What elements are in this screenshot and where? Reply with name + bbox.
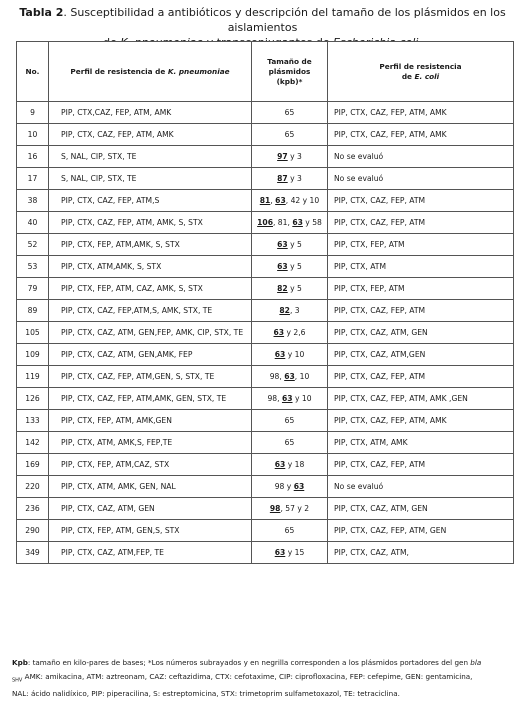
cell-no: 10 <box>17 124 49 146</box>
cell-perfil-ecoli: PIP, CTX, CAZ, ATM,GEN <box>328 344 514 366</box>
cell-perfil-ecoli: PIP, CTX, CAZ, FEP, ATM <box>328 300 514 322</box>
plasmid-size-text: y 10 <box>285 350 305 359</box>
cell-perfil-kp: PIP, CTX, CAZ, FEP, ATM,AMK, GEN, STX, TE <box>49 388 252 410</box>
cell-plasmid-size <box>252 498 328 520</box>
plasmid-size-text: 98, <box>269 372 285 381</box>
cell-perfil-kp: S, NAL, CIP, STX, TE <box>49 146 252 168</box>
table-row <box>17 542 514 564</box>
table-row <box>17 322 514 344</box>
plasmid-size-highlighted: 63 <box>293 482 305 491</box>
plasmid-size-text: 65 <box>284 438 295 447</box>
table-row <box>17 190 514 212</box>
table-row <box>17 234 514 256</box>
cell-perfil-ecoli: PIP, CTX, CAZ, FEP, ATM, AMK <box>328 102 514 124</box>
cell-no: 169 <box>17 454 49 476</box>
cell-perfil-ecoli: PIP, CTX, CAZ, FEP, ATM <box>328 190 514 212</box>
plasmid-size-highlighted: 63 <box>274 548 286 557</box>
plasmid-size-highlighted: 63 <box>274 460 286 469</box>
plasmid-size-highlighted: 81 <box>259 196 271 205</box>
header-perfil-ec <box>328 42 514 102</box>
plasmid-size-text: , 42 y 10 <box>285 196 320 205</box>
cell-perfil-ecoli: PIP, CTX, CAZ, FEP, ATM <box>328 212 514 234</box>
plasmid-size-text: 65 <box>284 108 295 117</box>
table-caption <box>0 0 525 36</box>
cell-perfil-kp: PIP, CTX, FEP, ATM, AMK,GEN <box>49 410 252 432</box>
cell-plasmid-size <box>252 234 328 256</box>
footnote-line1-text: : tamaño en kilo-pares de bases; *Los números subrayados y en negrilla corresponden a los plásmidos portadores del gen <box>27 658 471 667</box>
cell-perfil-ecoli: PIP, CTX, CAZ, FEP, ATM <box>328 454 514 476</box>
cell-no: 349 <box>17 542 49 564</box>
cell-no: 38 <box>17 190 49 212</box>
susceptibility-table <box>16 41 514 564</box>
cell-plasmid-size <box>252 454 328 476</box>
cell-no: 17 <box>17 168 49 190</box>
plasmid-size-highlighted: 63 <box>292 218 303 227</box>
table-row <box>17 256 514 278</box>
cell-no: 105 <box>17 322 49 344</box>
plasmid-size-highlighted: 97 <box>277 152 288 161</box>
plasmid-size-text: 65 <box>284 130 295 139</box>
cell-plasmid-size <box>252 212 328 234</box>
cell-perfil-kp: PIP, CTX, CAZ, FEP, ATM,GEN, S, STX, TE <box>49 366 252 388</box>
plasmid-size-text: , 57 y 2 <box>280 504 310 513</box>
cell-no: 79 <box>17 278 49 300</box>
cell-plasmid-size <box>252 278 328 300</box>
plasmid-size-text: 98 y <box>274 482 294 491</box>
footnote-gene-subscript: SHV <box>12 677 23 684</box>
header-no <box>17 42 49 102</box>
plasmid-size-text: 65 <box>284 416 295 425</box>
header-size-line2: plásmidos <box>268 66 311 76</box>
header-perfil-kp-species: K. pneumoniae <box>167 66 230 76</box>
cell-plasmid-size <box>252 124 328 146</box>
plasmid-size-text: , 10 <box>294 372 310 381</box>
caption-text-1: . Susceptibilidad a antibióticos y descripción del tamaño de los plásmidos en los aislamientos <box>63 6 506 34</box>
cell-perfil-ecoli: PIP, CTX, ATM <box>328 256 514 278</box>
plasmid-size-highlighted: 63 <box>284 372 295 381</box>
cell-perfil-ecoli: PIP, CTX, CAZ, FEP, ATM, AMK <box>328 410 514 432</box>
cell-no: 89 <box>17 300 49 322</box>
cell-plasmid-size <box>252 366 328 388</box>
cell-plasmid-size <box>252 476 328 498</box>
cell-perfil-kp: PIP, CTX, CAZ, FEP, ATM,S <box>49 190 252 212</box>
table-row <box>17 388 514 410</box>
header-perfil-kp <box>49 42 252 102</box>
header-perfil-ec-prefix: de <box>401 71 415 81</box>
table-row <box>17 212 514 234</box>
table-row <box>17 168 514 190</box>
plasmid-size-highlighted: 87 <box>277 174 288 183</box>
cell-perfil-ecoli: PIP, CTX, CAZ, FEP, ATM, GEN <box>328 520 514 542</box>
plasmid-size-text: y 15 <box>285 548 305 557</box>
cell-no: 220 <box>17 476 49 498</box>
cell-perfil-ecoli: PIP, CTX, CAZ, ATM, GEN <box>328 498 514 520</box>
plasmid-size-highlighted: 82 <box>277 284 288 293</box>
plasmid-size-highlighted: 63 <box>277 262 288 271</box>
cell-perfil-ecoli: PIP, CTX, CAZ, ATM, <box>328 542 514 564</box>
cell-perfil-ecoli: PIP, CTX, CAZ, ATM, GEN <box>328 322 514 344</box>
cell-perfil-kp: PIP, CTX, CAZ, FEP, ATM, AMK <box>49 124 252 146</box>
cell-no: 109 <box>17 344 49 366</box>
footnote-line-2 <box>12 670 520 687</box>
cell-plasmid-size <box>252 146 328 168</box>
cell-perfil-ecoli: PIP, CTX, CAZ, FEP, ATM, AMK ,GEN <box>328 388 514 410</box>
table-header-row <box>17 42 514 102</box>
cell-plasmid-size <box>252 322 328 344</box>
cell-plasmid-size <box>252 102 328 124</box>
cell-perfil-kp: PIP, CTX, FEP, ATM,AMK, S, STX <box>49 234 252 256</box>
table-row <box>17 498 514 520</box>
footnote-gene: bla <box>470 658 482 667</box>
cell-plasmid-size <box>252 432 328 454</box>
plasmid-size-text: y 5 <box>287 240 302 249</box>
cell-perfil-kp: PIP, CTX, CAZ, FEP,ATM,S, AMK, STX, TE <box>49 300 252 322</box>
plasmid-size-highlighted: 82 <box>279 306 290 315</box>
plasmid-size-text: y 10 <box>292 394 312 403</box>
cell-perfil-ecoli: No se evaluó <box>328 168 514 190</box>
cell-perfil-ecoli: No se evaluó <box>328 476 514 498</box>
caption-label: Tabla 2 <box>19 6 64 19</box>
table-row <box>17 124 514 146</box>
header-size-line3: (kpb)* <box>276 76 303 86</box>
cell-no: 9 <box>17 102 49 124</box>
table-row <box>17 520 514 542</box>
plasmid-size-text: , 3 <box>289 306 300 315</box>
plasmid-size-text: 65 <box>284 526 295 535</box>
cell-perfil-ecoli: No se evaluó <box>328 146 514 168</box>
cell-perfil-kp: PIP, CTX, ATM, AMK, GEN, NAL <box>49 476 252 498</box>
cell-perfil-kp: PIP, CTX, CAZ, FEP, ATM, AMK, S, STX <box>49 212 252 234</box>
plasmid-size-highlighted: 63 <box>274 350 286 359</box>
plasmid-size-text: y 5 <box>287 262 302 271</box>
plasmid-size-text: y 18 <box>285 460 305 469</box>
cell-perfil-kp: PIP, CTX, ATM, AMK,S, FEP,TE <box>49 432 252 454</box>
table-row <box>17 102 514 124</box>
table-row <box>17 432 514 454</box>
cell-no: 53 <box>17 256 49 278</box>
table-row <box>17 344 514 366</box>
plasmid-size-text: y 58 <box>302 218 322 227</box>
cell-perfil-kp: PIP, CTX, FEP, ATM, GEN,S, STX <box>49 520 252 542</box>
cell-plasmid-size <box>252 542 328 564</box>
table-row <box>17 366 514 388</box>
cell-no: 133 <box>17 410 49 432</box>
cell-no: 290 <box>17 520 49 542</box>
table-row <box>17 454 514 476</box>
cell-plasmid-size <box>252 410 328 432</box>
table-footnote <box>12 656 520 701</box>
cell-perfil-ecoli: PIP, CTX, FEP, ATM <box>328 278 514 300</box>
plasmid-size-highlighted: 106 <box>257 218 273 227</box>
cell-plasmid-size <box>252 388 328 410</box>
plasmid-size-highlighted: 63 <box>273 328 285 337</box>
cell-perfil-kp: PIP, CTX, CAZ, ATM,FEP, TE <box>49 542 252 564</box>
table-body <box>17 102 514 564</box>
footnote-kpb: Kpb <box>12 658 28 667</box>
cell-plasmid-size <box>252 300 328 322</box>
header-size-line1: Tamaño de <box>267 56 312 66</box>
cell-no: 16 <box>17 146 49 168</box>
cell-no: 40 <box>17 212 49 234</box>
cell-no: 142 <box>17 432 49 454</box>
header-size <box>252 42 328 102</box>
cell-perfil-kp: S, NAL, CIP, STX, TE <box>49 168 252 190</box>
table-row <box>17 410 514 432</box>
table-row <box>17 300 514 322</box>
table-row <box>17 476 514 498</box>
plasmid-size-text: , <box>270 196 276 205</box>
footnote-line-1 <box>12 656 520 670</box>
cell-perfil-kp: PIP, CTX, CAZ, ATM, GEN,AMK, FEP <box>49 344 252 366</box>
cell-no: 52 <box>17 234 49 256</box>
cell-no: 126 <box>17 388 49 410</box>
cell-perfil-kp: PIP, CTX, CAZ, ATM, GEN,FEP, AMK, CIP, STX, TE <box>49 322 252 344</box>
cell-perfil-kp: PIP, CTX, FEP, ATM, CAZ, AMK, S, STX <box>49 278 252 300</box>
cell-perfil-kp: PIP, CTX, FEP, ATM,CAZ, STX <box>49 454 252 476</box>
cell-perfil-kp: PIP, CTX,CAZ, FEP, ATM, AMK <box>49 102 252 124</box>
header-perfil-ec-species: E. coli <box>414 71 440 81</box>
plasmid-size-text: y 3 <box>287 152 302 161</box>
cell-no: 236 <box>17 498 49 520</box>
cell-perfil-ecoli: PIP, CTX, CAZ, FEP, ATM <box>328 366 514 388</box>
footnote-line2-text: AMK: amikacina, ATM: aztreonam, CAZ: ceftazidima, CTX: cefotaxime, CIP: ciprofloxacina, FEP: cefepime, GEN: gentamicina, <box>24 672 473 681</box>
cell-perfil-kp: PIP, CTX, CAZ, ATM, GEN <box>49 498 252 520</box>
cell-perfil-kp: PIP, CTX, ATM,AMK, S, STX <box>49 256 252 278</box>
plasmid-size-text: , 81, <box>272 218 293 227</box>
cell-plasmid-size <box>252 256 328 278</box>
plasmid-size-text: 98, <box>267 394 282 403</box>
cell-plasmid-size <box>252 520 328 542</box>
table-row <box>17 146 514 168</box>
plasmid-size-highlighted: 98 <box>269 504 281 513</box>
cell-plasmid-size <box>252 168 328 190</box>
cell-perfil-ecoli: PIP, CTX, FEP, ATM <box>328 234 514 256</box>
plasmid-size-text: y 5 <box>287 284 302 293</box>
cell-perfil-ecoli: PIP, CTX, CAZ, FEP, ATM, AMK <box>328 124 514 146</box>
plasmid-size-text: y 3 <box>287 174 302 183</box>
footnote-line3-text: NAL: ácido nalidíxico, PIP: piperacilina, S: estreptomicina, STX: trimetoprim sulfametoxazol, TE: tetraciclina. <box>12 689 400 699</box>
header-perfil-ec-line1: Perfil de resistencia <box>379 61 462 71</box>
footnote-line-3 <box>12 687 520 701</box>
plasmid-size-highlighted: 63 <box>277 240 288 249</box>
cell-plasmid-size <box>252 190 328 212</box>
table-row <box>17 278 514 300</box>
plasmid-size-highlighted: 63 <box>275 196 286 205</box>
header-perfil-kp-prefix: Perfil de resistencia de <box>70 66 168 76</box>
cell-no: 119 <box>17 366 49 388</box>
cell-plasmid-size <box>252 344 328 366</box>
plasmid-size-highlighted: 63 <box>281 394 293 403</box>
header-no-label: No. <box>25 66 40 76</box>
plasmid-size-text: y 2,6 <box>284 328 306 337</box>
cell-perfil-ecoli: PIP, CTX, ATM, AMK <box>328 432 514 454</box>
